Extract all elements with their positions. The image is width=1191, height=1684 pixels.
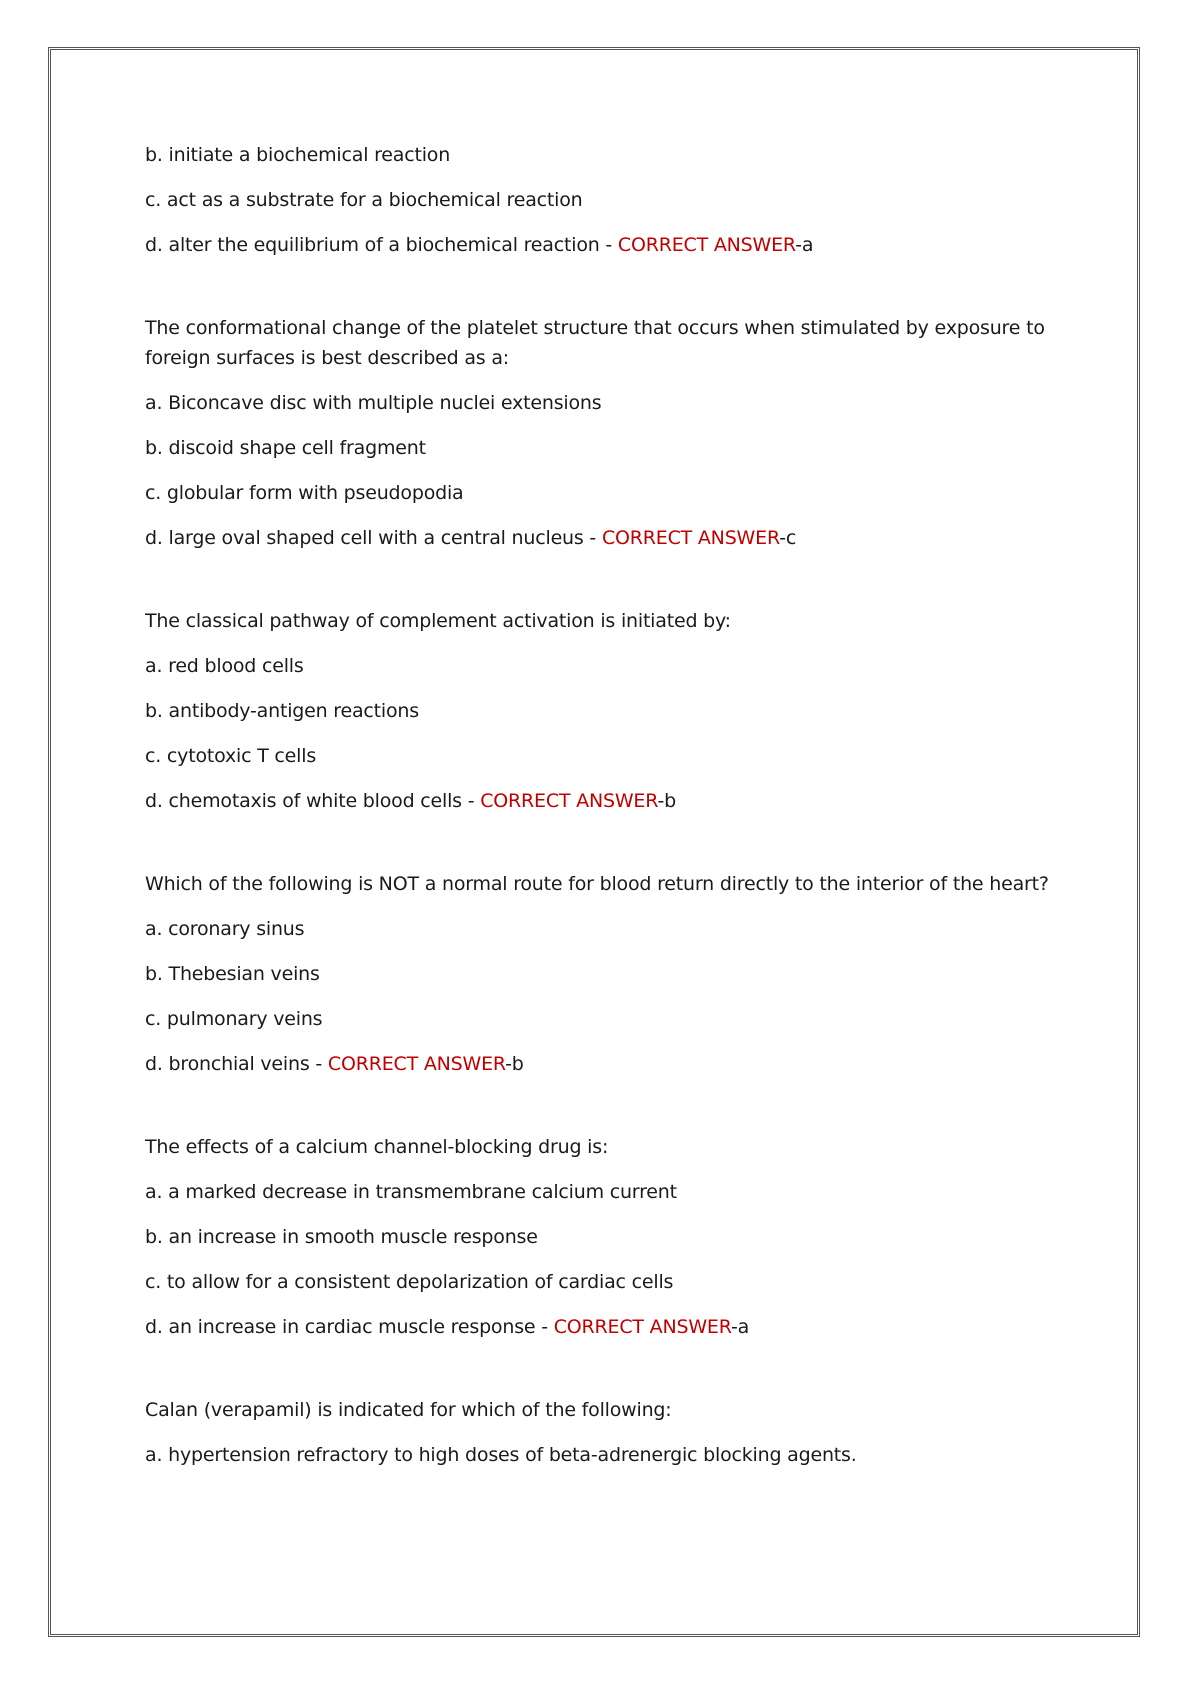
- option-a: a. coronary sinus: [145, 918, 305, 940]
- question-block: [145, 1132, 1045, 1342]
- option-d: [145, 786, 1045, 816]
- option-b: b. Thebesian veins: [145, 963, 320, 985]
- correct-answer-label: CORRECT ANSWER: [327, 1053, 506, 1075]
- option-text: d. large oval shaped cell with a central nucleus -: [145, 527, 602, 549]
- option-d: [145, 230, 1045, 260]
- option-a: a. a marked decrease in transmembrane calcium current: [145, 1181, 677, 1203]
- document-body: [145, 140, 1049, 1485]
- question-stem: The classical pathway of complement activation is initiated by:: [145, 610, 731, 632]
- correct-answer-value: -b: [505, 1053, 524, 1075]
- question-stem: Which of the following is NOT a normal route for blood return directly to the interior of the heart?: [145, 873, 1049, 895]
- question-stem: The effects of a calcium channel-blocking drug is:: [145, 1136, 609, 1158]
- correct-answer-value: -a: [795, 234, 814, 256]
- option-b: b. initiate a biochemical reaction: [145, 144, 451, 166]
- question-stem: The conformational change of the platelet structure that occurs when stimulated by exposure to foreign surfaces is best described as a:: [145, 317, 1045, 369]
- option-text: d. alter the equilibrium of a biochemical reaction -: [145, 234, 618, 256]
- option-b: b. antibody-antigen reactions: [145, 700, 419, 722]
- option-c: c. cytotoxic T cells: [145, 745, 317, 767]
- correct-answer-label: CORRECT ANSWER: [553, 1316, 731, 1338]
- question-block: [145, 1395, 1045, 1470]
- correct-answer-label: CORRECT ANSWER: [617, 234, 796, 256]
- option-text: d. an increase in cardiac muscle response -: [145, 1316, 554, 1338]
- question-block: [145, 869, 1049, 1079]
- question-block: [145, 140, 1045, 260]
- option-b: b. discoid shape cell fragment: [145, 437, 426, 459]
- option-b: b. an increase in smooth muscle response: [145, 1226, 538, 1248]
- option-c: c. globular form with pseudopodia: [145, 482, 464, 504]
- option-c: c. pulmonary veins: [145, 1008, 323, 1030]
- option-a: a. hypertension refractory to high doses of beta-adrenergic blocking agents.: [145, 1444, 857, 1466]
- option-text: d. chemotaxis of white blood cells -: [145, 790, 481, 812]
- option-c: c. act as a substrate for a biochemical reaction: [145, 189, 583, 211]
- option-d: [145, 523, 1045, 553]
- option-text: d. bronchial veins -: [145, 1053, 328, 1075]
- option-a: a. red blood cells: [145, 655, 304, 677]
- correct-answer-value: -a: [730, 1316, 750, 1338]
- correct-answer-value: -b: [657, 790, 676, 812]
- option-a: a. Biconcave disc with multiple nuclei extensions: [145, 392, 602, 414]
- option-d: [145, 1312, 1045, 1342]
- question-block: [145, 313, 1045, 553]
- option-d: [145, 1049, 1045, 1079]
- correct-answer-label: CORRECT ANSWER: [480, 790, 658, 812]
- correct-answer-label: CORRECT ANSWER: [601, 527, 780, 549]
- correct-answer-value: -c: [779, 527, 797, 549]
- question-stem: Calan (verapamil) is indicated for which of the following:: [145, 1399, 672, 1421]
- option-c: c. to allow for a consistent depolarization of cardiac cells: [145, 1271, 674, 1293]
- question-block: [145, 606, 1045, 816]
